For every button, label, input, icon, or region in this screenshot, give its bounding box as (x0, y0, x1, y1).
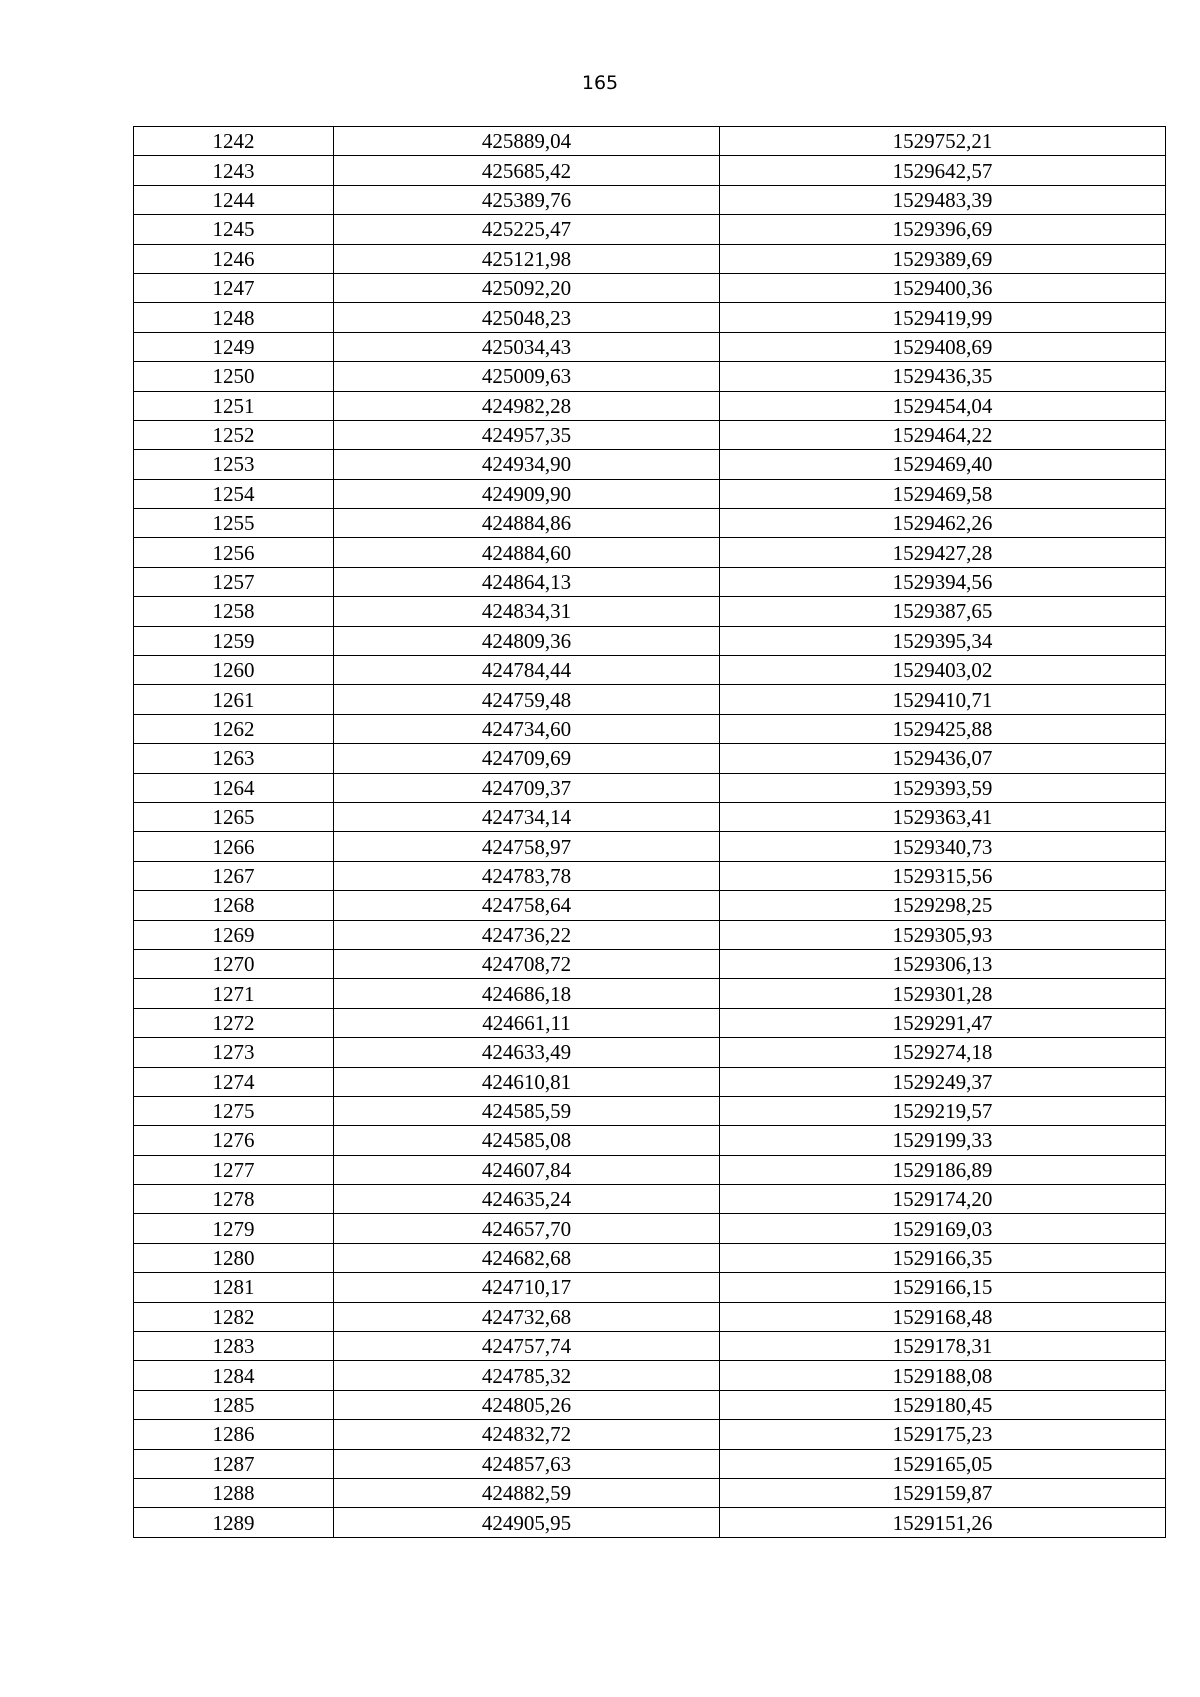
y-coordinate-cell: 1529400,36 (720, 273, 1166, 302)
table-row (134, 1008, 1166, 1037)
table-row (134, 538, 1166, 567)
point-number-cell: 1263 (134, 744, 334, 773)
point-number-cell: 1254 (134, 479, 334, 508)
x-coordinate-cell: 424757,74 (334, 1332, 720, 1361)
table-row (134, 156, 1166, 185)
point-number-cell: 1255 (134, 509, 334, 538)
x-coordinate-cell: 424934,90 (334, 450, 720, 479)
table-row (134, 1214, 1166, 1243)
y-coordinate-cell: 1529166,35 (720, 1243, 1166, 1272)
table-row (134, 802, 1166, 831)
x-coordinate-cell: 424710,17 (334, 1273, 720, 1302)
table-row (134, 303, 1166, 332)
x-coordinate-cell: 424805,26 (334, 1390, 720, 1419)
y-coordinate-cell: 1529419,99 (720, 303, 1166, 332)
point-number-cell: 1276 (134, 1126, 334, 1155)
x-coordinate-cell: 424633,49 (334, 1038, 720, 1067)
point-number-cell: 1246 (134, 244, 334, 273)
point-number-cell: 1285 (134, 1390, 334, 1419)
x-coordinate-cell: 425048,23 (334, 303, 720, 332)
table-row (134, 832, 1166, 861)
y-coordinate-cell: 1529165,05 (720, 1449, 1166, 1478)
x-coordinate-cell: 424661,11 (334, 1008, 720, 1037)
x-coordinate-cell: 424909,90 (334, 479, 720, 508)
point-number-cell: 1264 (134, 773, 334, 802)
y-coordinate-cell: 1529483,39 (720, 185, 1166, 214)
table-row (134, 1243, 1166, 1272)
y-coordinate-cell: 1529306,13 (720, 949, 1166, 978)
y-coordinate-cell: 1529186,89 (720, 1155, 1166, 1184)
table-row (134, 597, 1166, 626)
table-row (134, 391, 1166, 420)
y-coordinate-cell: 1529395,34 (720, 626, 1166, 655)
y-coordinate-cell: 1529464,22 (720, 420, 1166, 449)
table-row (134, 450, 1166, 479)
table-row (134, 1096, 1166, 1125)
y-coordinate-cell: 1529462,26 (720, 509, 1166, 538)
point-number-cell: 1269 (134, 920, 334, 949)
y-coordinate-cell: 1529175,23 (720, 1420, 1166, 1449)
x-coordinate-cell: 425092,20 (334, 273, 720, 302)
x-coordinate-cell: 424657,70 (334, 1214, 720, 1243)
y-coordinate-cell: 1529301,28 (720, 979, 1166, 1008)
y-coordinate-cell: 1529642,57 (720, 156, 1166, 185)
y-coordinate-cell: 1529274,18 (720, 1038, 1166, 1067)
x-coordinate-cell: 424905,95 (334, 1508, 720, 1537)
table-row (134, 685, 1166, 714)
x-coordinate-cell: 424734,14 (334, 802, 720, 831)
y-coordinate-cell: 1529291,47 (720, 1008, 1166, 1037)
point-number-cell: 1262 (134, 714, 334, 743)
y-coordinate-cell: 1529469,58 (720, 479, 1166, 508)
y-coordinate-cell: 1529436,35 (720, 362, 1166, 391)
x-coordinate-cell: 424785,32 (334, 1361, 720, 1390)
point-number-cell: 1274 (134, 1067, 334, 1096)
table-row (134, 273, 1166, 302)
point-number-cell: 1280 (134, 1243, 334, 1272)
point-number-cell: 1256 (134, 538, 334, 567)
table-row (134, 891, 1166, 920)
x-coordinate-cell: 424759,48 (334, 685, 720, 714)
x-coordinate-cell: 424686,18 (334, 979, 720, 1008)
x-coordinate-cell: 424957,35 (334, 420, 720, 449)
table-row (134, 127, 1166, 156)
x-coordinate-cell: 424709,69 (334, 744, 720, 773)
table-row (134, 656, 1166, 685)
y-coordinate-cell: 1529408,69 (720, 332, 1166, 361)
x-coordinate-cell: 424635,24 (334, 1185, 720, 1214)
y-coordinate-cell: 1529425,88 (720, 714, 1166, 743)
x-coordinate-cell: 424857,63 (334, 1449, 720, 1478)
x-coordinate-cell: 424709,37 (334, 773, 720, 802)
x-coordinate-cell: 425225,47 (334, 215, 720, 244)
point-number-cell: 1272 (134, 1008, 334, 1037)
coordinates-table (133, 126, 1166, 1538)
x-coordinate-cell: 424682,68 (334, 1243, 720, 1272)
table-row (134, 1390, 1166, 1419)
table-row (134, 920, 1166, 949)
x-coordinate-cell: 425389,76 (334, 185, 720, 214)
x-coordinate-cell: 424784,44 (334, 656, 720, 685)
point-number-cell: 1268 (134, 891, 334, 920)
x-coordinate-cell: 425685,42 (334, 156, 720, 185)
point-number-cell: 1260 (134, 656, 334, 685)
point-number-cell: 1278 (134, 1185, 334, 1214)
table-row (134, 1067, 1166, 1096)
y-coordinate-cell: 1529174,20 (720, 1185, 1166, 1214)
point-number-cell: 1286 (134, 1420, 334, 1449)
table-row (134, 861, 1166, 890)
point-number-cell: 1250 (134, 362, 334, 391)
x-coordinate-cell: 424607,84 (334, 1155, 720, 1184)
point-number-cell: 1266 (134, 832, 334, 861)
point-number-cell: 1270 (134, 949, 334, 978)
y-coordinate-cell: 1529469,40 (720, 450, 1166, 479)
y-coordinate-cell: 1529180,45 (720, 1390, 1166, 1419)
x-coordinate-cell: 425034,43 (334, 332, 720, 361)
table-row (134, 1185, 1166, 1214)
point-number-cell: 1283 (134, 1332, 334, 1361)
table-row (134, 1478, 1166, 1507)
y-coordinate-cell: 1529752,21 (720, 127, 1166, 156)
x-coordinate-cell: 424734,60 (334, 714, 720, 743)
y-coordinate-cell: 1529219,57 (720, 1096, 1166, 1125)
point-number-cell: 1258 (134, 597, 334, 626)
y-coordinate-cell: 1529389,69 (720, 244, 1166, 273)
point-number-cell: 1271 (134, 979, 334, 1008)
point-number-cell: 1242 (134, 127, 334, 156)
table-row (134, 1449, 1166, 1478)
point-number-cell: 1289 (134, 1508, 334, 1537)
point-number-cell: 1244 (134, 185, 334, 214)
y-coordinate-cell: 1529363,41 (720, 802, 1166, 831)
y-coordinate-cell: 1529168,48 (720, 1302, 1166, 1331)
table-row (134, 420, 1166, 449)
x-coordinate-cell: 425009,63 (334, 362, 720, 391)
table-row (134, 1361, 1166, 1390)
table-row (134, 1273, 1166, 1302)
y-coordinate-cell: 1529410,71 (720, 685, 1166, 714)
table-row (134, 362, 1166, 391)
point-number-cell: 1253 (134, 450, 334, 479)
point-number-cell: 1282 (134, 1302, 334, 1331)
table-row (134, 215, 1166, 244)
point-number-cell: 1261 (134, 685, 334, 714)
y-coordinate-cell: 1529159,87 (720, 1478, 1166, 1507)
page-number: 165 (581, 72, 619, 94)
y-coordinate-cell: 1529340,73 (720, 832, 1166, 861)
point-number-cell: 1284 (134, 1361, 334, 1390)
point-number-cell: 1275 (134, 1096, 334, 1125)
point-number-cell: 1257 (134, 567, 334, 596)
x-coordinate-cell: 425121,98 (334, 244, 720, 273)
y-coordinate-cell: 1529298,25 (720, 891, 1166, 920)
point-number-cell: 1288 (134, 1478, 334, 1507)
table-row (134, 1155, 1166, 1184)
x-coordinate-cell: 424585,59 (334, 1096, 720, 1125)
point-number-cell: 1265 (134, 802, 334, 831)
point-number-cell: 1249 (134, 332, 334, 361)
y-coordinate-cell: 1529427,28 (720, 538, 1166, 567)
y-coordinate-cell: 1529199,33 (720, 1126, 1166, 1155)
y-coordinate-cell: 1529151,26 (720, 1508, 1166, 1537)
y-coordinate-cell: 1529178,31 (720, 1332, 1166, 1361)
y-coordinate-cell: 1529387,65 (720, 597, 1166, 626)
x-coordinate-cell: 424809,36 (334, 626, 720, 655)
x-coordinate-cell: 424758,97 (334, 832, 720, 861)
x-coordinate-cell: 424758,64 (334, 891, 720, 920)
x-coordinate-cell: 424864,13 (334, 567, 720, 596)
table-row (134, 1508, 1166, 1537)
point-number-cell: 1279 (134, 1214, 334, 1243)
point-number-cell: 1273 (134, 1038, 334, 1067)
table-row (134, 244, 1166, 273)
table-row (134, 1420, 1166, 1449)
point-number-cell: 1287 (134, 1449, 334, 1478)
x-coordinate-cell: 424736,22 (334, 920, 720, 949)
x-coordinate-cell: 424884,86 (334, 509, 720, 538)
table-row (134, 773, 1166, 802)
y-coordinate-cell: 1529315,56 (720, 861, 1166, 890)
y-coordinate-cell: 1529403,02 (720, 656, 1166, 685)
point-number-cell: 1248 (134, 303, 334, 332)
table-row (134, 714, 1166, 743)
table-row (134, 1332, 1166, 1361)
y-coordinate-cell: 1529436,07 (720, 744, 1166, 773)
point-number-cell: 1245 (134, 215, 334, 244)
x-coordinate-cell: 425889,04 (334, 127, 720, 156)
table-row (134, 744, 1166, 773)
coordinates-table-body (134, 127, 1166, 1538)
y-coordinate-cell: 1529188,08 (720, 1361, 1166, 1390)
table-row (134, 185, 1166, 214)
table-row (134, 979, 1166, 1008)
point-number-cell: 1277 (134, 1155, 334, 1184)
x-coordinate-cell: 424882,59 (334, 1478, 720, 1507)
y-coordinate-cell: 1529396,69 (720, 215, 1166, 244)
point-number-cell: 1247 (134, 273, 334, 302)
x-coordinate-cell: 424708,72 (334, 949, 720, 978)
table-row (134, 949, 1166, 978)
point-number-cell: 1243 (134, 156, 334, 185)
point-number-cell: 1252 (134, 420, 334, 449)
table-row (134, 479, 1166, 508)
y-coordinate-cell: 1529249,37 (720, 1067, 1166, 1096)
x-coordinate-cell: 424884,60 (334, 538, 720, 567)
x-coordinate-cell: 424610,81 (334, 1067, 720, 1096)
point-number-cell: 1259 (134, 626, 334, 655)
point-number-cell: 1267 (134, 861, 334, 890)
table-row (134, 509, 1166, 538)
table-row (134, 332, 1166, 361)
y-coordinate-cell: 1529393,59 (720, 773, 1166, 802)
table-row (134, 1126, 1166, 1155)
x-coordinate-cell: 424732,68 (334, 1302, 720, 1331)
x-coordinate-cell: 424834,31 (334, 597, 720, 626)
x-coordinate-cell: 424832,72 (334, 1420, 720, 1449)
y-coordinate-cell: 1529166,15 (720, 1273, 1166, 1302)
table-row (134, 626, 1166, 655)
x-coordinate-cell: 424783,78 (334, 861, 720, 890)
y-coordinate-cell: 1529305,93 (720, 920, 1166, 949)
x-coordinate-cell: 424585,08 (334, 1126, 720, 1155)
table-row (134, 567, 1166, 596)
table-row (134, 1038, 1166, 1067)
y-coordinate-cell: 1529394,56 (720, 567, 1166, 596)
point-number-cell: 1281 (134, 1273, 334, 1302)
x-coordinate-cell: 424982,28 (334, 391, 720, 420)
y-coordinate-cell: 1529169,03 (720, 1214, 1166, 1243)
point-number-cell: 1251 (134, 391, 334, 420)
table-row (134, 1302, 1166, 1331)
y-coordinate-cell: 1529454,04 (720, 391, 1166, 420)
